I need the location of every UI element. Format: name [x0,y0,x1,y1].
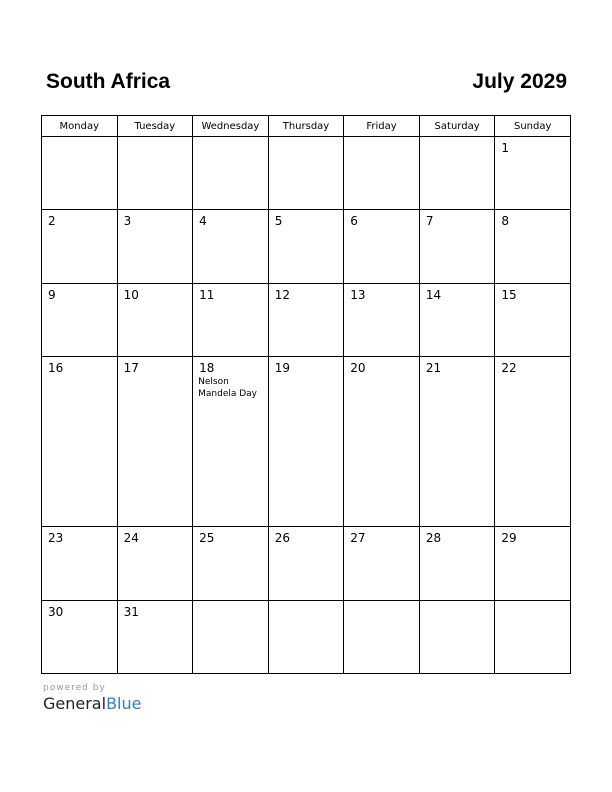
day-number: 18 [199,361,215,376]
weekday-header-row [42,116,571,137]
week-row [42,283,571,356]
day-cell [268,283,344,356]
calendar-body [42,137,571,674]
weekday-monday: Monday [42,116,118,137]
day-number: 19 [274,361,290,376]
day-number: 29 [501,531,517,546]
week-row [42,527,571,600]
day-cell [193,527,269,600]
day-cell [42,137,118,210]
day-cell [193,210,269,283]
day-cell [495,137,571,210]
weekday-tuesday: Tuesday [117,116,193,137]
day-number: 31 [123,604,139,619]
day-number: 27 [350,531,366,546]
day-number: 3 [123,214,132,229]
day-cell [344,357,420,527]
day-number: 7 [425,214,434,229]
day-cell [419,600,495,673]
day-cell [42,210,118,283]
day-cell [268,210,344,283]
day-number: 14 [425,287,442,302]
day-number: 15 [501,287,517,302]
day-number: 2 [48,214,56,229]
day-number: 20 [350,361,366,376]
day-number: 21 [425,361,442,376]
day-cell [268,527,344,600]
day-cell [268,357,344,527]
generalblue-logo [43,694,141,713]
day-cell [117,527,193,600]
day-cell [344,600,420,673]
day-number: 10 [123,287,139,302]
day-cell [117,137,193,210]
country-title: South Africa [46,70,171,93]
footer [43,683,141,713]
brand-blue-text: Blue [106,694,142,713]
weekday-wednesday: Wednesday [193,116,269,137]
day-number: 13 [350,287,366,302]
day-cell [495,210,571,283]
day-cell [42,283,118,356]
week-row [42,357,571,527]
calendar-header [46,70,566,98]
day-number: 12 [274,287,290,302]
day-cell [419,357,495,527]
day-number: 4 [199,214,207,229]
day-cell [344,283,420,356]
day-cell [495,357,571,527]
day-number: 9 [48,287,56,302]
day-number: 30 [48,604,64,619]
day-number: 28 [425,531,442,546]
day-cell [419,527,495,600]
day-number: 8 [501,214,510,229]
weekday-saturday: Saturday [419,116,495,137]
day-number: 11 [199,287,215,302]
day-cell [193,357,269,527]
day-cell [268,137,344,210]
day-number: 23 [48,531,64,546]
day-cell [42,527,118,600]
day-number: 25 [199,531,215,546]
day-number: 6 [350,214,358,229]
day-cell [193,600,269,673]
day-number: 26 [274,531,290,546]
day-cell [344,137,420,210]
day-cell [117,283,193,356]
brand-general-text: General [43,694,107,713]
day-cell [344,527,420,600]
calendar-grid [41,115,571,674]
day-cell [495,283,571,356]
day-cell [193,137,269,210]
weekday-thursday: Thursday [268,116,344,137]
month-title: July 2029 [472,70,567,93]
weekday-friday: Friday [344,116,420,137]
day-cell [495,600,571,673]
day-cell [344,210,420,283]
holiday-label: Nelson Mandela Day [198,377,258,400]
day-cell [268,600,344,673]
week-row [42,210,571,283]
day-number: 17 [123,361,139,376]
day-cell [117,600,193,673]
weekday-sunday: Sunday [495,116,571,137]
day-cell [42,357,118,527]
day-cell [193,283,269,356]
day-number: 5 [274,214,283,229]
day-number: 16 [48,361,64,376]
powered-by-label: powered by [43,683,106,693]
day-cell [117,210,193,283]
week-row [42,137,571,210]
day-cell [419,210,495,283]
day-cell [495,527,571,600]
day-number: 1 [501,141,510,155]
day-number: 24 [123,531,139,546]
day-cell [42,600,118,673]
day-number: 22 [501,361,517,376]
day-cell [117,357,193,527]
day-cell [419,283,495,356]
day-cell [419,137,495,210]
week-row [42,600,571,673]
